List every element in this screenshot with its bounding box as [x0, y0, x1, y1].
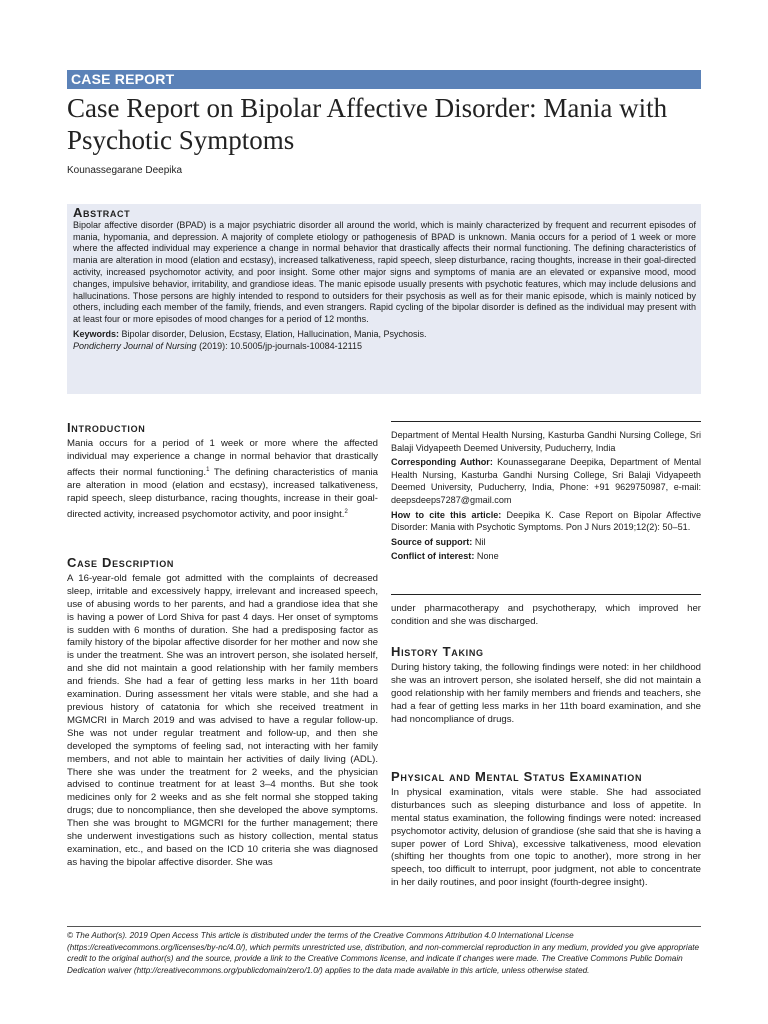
conflict-of-interest: [391, 550, 701, 563]
affiliation-bottom-rule: [391, 594, 701, 595]
abstract-box: [67, 204, 701, 394]
physical-exam-text: In physical examination, vitals were stable. She had associated disturbances such as sleeping disturbance and loss of appetite. In mental status examination, the following findings were noted: increased psychomotor activity, delusion of grandiose (she said that she is having a super power of Lord Shiva), excessive talkativeness, mood elevation (shifting her thoughts from one topic to another), more strong in her speech, too difficult to interrupt, poor judgment, not able to concentrate in her daily routines, and poor insight (fourth-degree insight).: [391, 786, 701, 889]
case-continuation-text: under pharmacotherapy and psychotherapy, which improved her condition and she was discharged.: [391, 603, 701, 627]
keywords-line: [73, 329, 696, 341]
physical-exam-section: [391, 771, 701, 890]
article-type-band: [67, 70, 701, 89]
conflict-value: None: [474, 551, 499, 562]
keywords-label: Keywords:: [73, 328, 120, 339]
doi-text: (2019): 10.5005/jp-journals-10084-12115: [196, 340, 363, 351]
reference-1: 1: [206, 466, 210, 473]
journal-name: Pondicherry Journal of Nursing: [73, 340, 197, 351]
affiliation-block: [391, 429, 701, 565]
case-description-heading: Case Description: [67, 555, 175, 570]
cite-text: Deepika K. Case Report on Bipolar Affective Disorder: Mania with Psychotic Symptoms. Pon J Nurs 2019;12(2): 50–51.: [391, 509, 701, 533]
cite-label: How to cite this article:: [391, 509, 502, 520]
introduction-heading: Introduction: [67, 420, 146, 435]
support-value: Nil: [472, 536, 486, 547]
introduction-text-part-2: The defining characteristics of mania are alteration in mood (elation and ecstasy), increased talkativeness, rapid speech, sleep disturbance, racing thoughts, increase in their goal-directed activity, increased psychomotor activity, and poor insight.: [67, 466, 378, 520]
history-taking-text: During history taking, the following findings were noted: in her childhood she was an introvert person, she isolated herself, she did not maintain a good relationship with her family members and friends and teachers, she had a fear of getting less marks in her 11th board examination, and she had noncompliance of drugs.: [391, 661, 701, 725]
history-taking-section: [391, 646, 701, 726]
introduction-text: [67, 438, 378, 522]
author-name: Kounassegarane Deepika: [67, 165, 183, 176]
article-type-label: CASE REPORT: [71, 71, 175, 87]
article-title: Case Report on Bipolar Affective Disorder: Mania with Psychotic Symptoms: [67, 93, 668, 155]
conflict-label: Conflict of interest:: [391, 551, 475, 562]
how-to-cite: [391, 509, 701, 534]
department-text: Department of Mental Health Nursing, Kasturba Gandhi Nursing College, Sri Balaji Vidyapeeth Deemed University, Puducherry, India: [391, 430, 701, 453]
case-continuation: [391, 603, 701, 629]
corresponding-label: Corresponding Author:: [391, 457, 493, 468]
corresponding-details: Kounassegarane Deepika, Department of Mental Health Nursing, Kasturba Gandhi Nursing College, Sri Balaji Vidyapeeth Deemed University, Puducherry, India, Phone: +91 9629750987, e-mail: deepsdeeps7287@gmail.com: [391, 457, 701, 505]
physical-exam-heading: Physical and Mental Status Examination: [391, 769, 643, 784]
affiliation-top-rule: [391, 421, 701, 422]
license-footer: © The Author(s). 2019 Open Access This article is distributed under the terms of the Creative Commons Attribution 4.0 International License (https://creativecommons.org/licenses/by-nc/4.0/), which permits unrestricted use, distribution, and non-commercial reproduction in any medium, provided you give appropriate credit to the original author(s) and the source, provide a link to the Creative Commons license, and indicate if changes were made. The Creative Commons Public Domain Dedication waiver (http://creativecommons.org/publicdomain/zero/1.0/) applies to the data made available in this article, unless otherwise stated.: [67, 931, 700, 975]
abstract-heading: Abstract: [73, 205, 131, 220]
support-label: Source of support:: [391, 536, 473, 547]
introduction-text-part-1: Mania occurs for a period of 1 week or more where the affected individual may experience a change in normal behavior that drastically affects their normal functioning.: [67, 437, 378, 478]
introduction-section: [67, 422, 378, 522]
journal-citation: [73, 341, 696, 353]
case-description-text: A 16-year-old female got admitted with the complaints of decreased sleep, irritable and excessively happy, irrelevant and increased speech, use of abusing words to her parents, and had a grandiose idea that she is having a power of Lord Shiva for past 4 days. Her onset of symptoms is sudden with 6 months of duration. She had a predisposing factor as family history of the bipolar affective disorder for her mother and now she is under the treatment. She was an introvert person, she isolated herself, and she did not maintain a good relationship with her family members and friends. She had a fear of getting less marks in her 11th board examination. During assessment her vitals were stable, and she had a previous history of catatonia for which she received treatment in MGMCRI in March 2019 and was advised to have a regular follow-up. She was not under regular treatment and follow-up, and then she developed the symptoms of feeling sad, not interacting with her family members, and not able to maintain her activities of daily living (ADL). There she was under the treatment for 2 weeks, and the physician advised to continue treatment for at least 3–4 months. But she took medicines only for 2 weeks and as she felt normal she stopped taking drugs; due to noncompliance, then she developed the above symptoms. Then she was brought to MGMCRI for the further management; there she underwent investigations such as history collection, mental status examination, etc., and based on the ICD 10 criteria she was diagnosed as having the bipolar affective disorder. She was: [67, 572, 378, 868]
footer-rule: [67, 926, 701, 927]
corresponding-author: [391, 456, 701, 506]
keywords-list: Bipolar disorder, Delusion, Ecstasy, Elation, Hallucination, Mania, Psychosis.: [119, 328, 427, 339]
abstract-text: Bipolar affective disorder (BPAD) is a major psychiatric disorder all around the world, which is mainly characterized by frequent and recurrent episodes of mania, hypomania, and depression. A majority of complete etiology or pathogenesis of BPAD is unknown. Mania occurs for a period of 1 week or more where the affected individual may experience a change in normal behavior that drastically affects their normal functioning. The defining characteristics of mania are alteration in mood (elation and ecstasy), increased talkativeness, rapid speech, sleep disturbance, racing thoughts, increase in their goal-directed activity, increased psychomotor activity, and poor insight. Some other major signs and symptoms of mania are an elevated or expansive mood, mood changes, impulsive behavior, irritability, and grandiose ideas. The manic episode usually presents with psychotic features, which may include delusions and hallucinations. Those persons are highly intended to respond to outsiders for their psychosis as well as for their manic episode, which is mainly noticed by others, including each member of the family, friends, and even strangers. Rapid cycling of the bipolar disorder is defined as the individual may present with at least four or more episodes of mood changes for a period of 12 months.: [73, 219, 696, 325]
source-of-support: [391, 536, 701, 549]
reference-2: 2: [344, 508, 348, 515]
case-description-section: [67, 557, 378, 870]
history-taking-heading: History Taking: [391, 644, 484, 659]
